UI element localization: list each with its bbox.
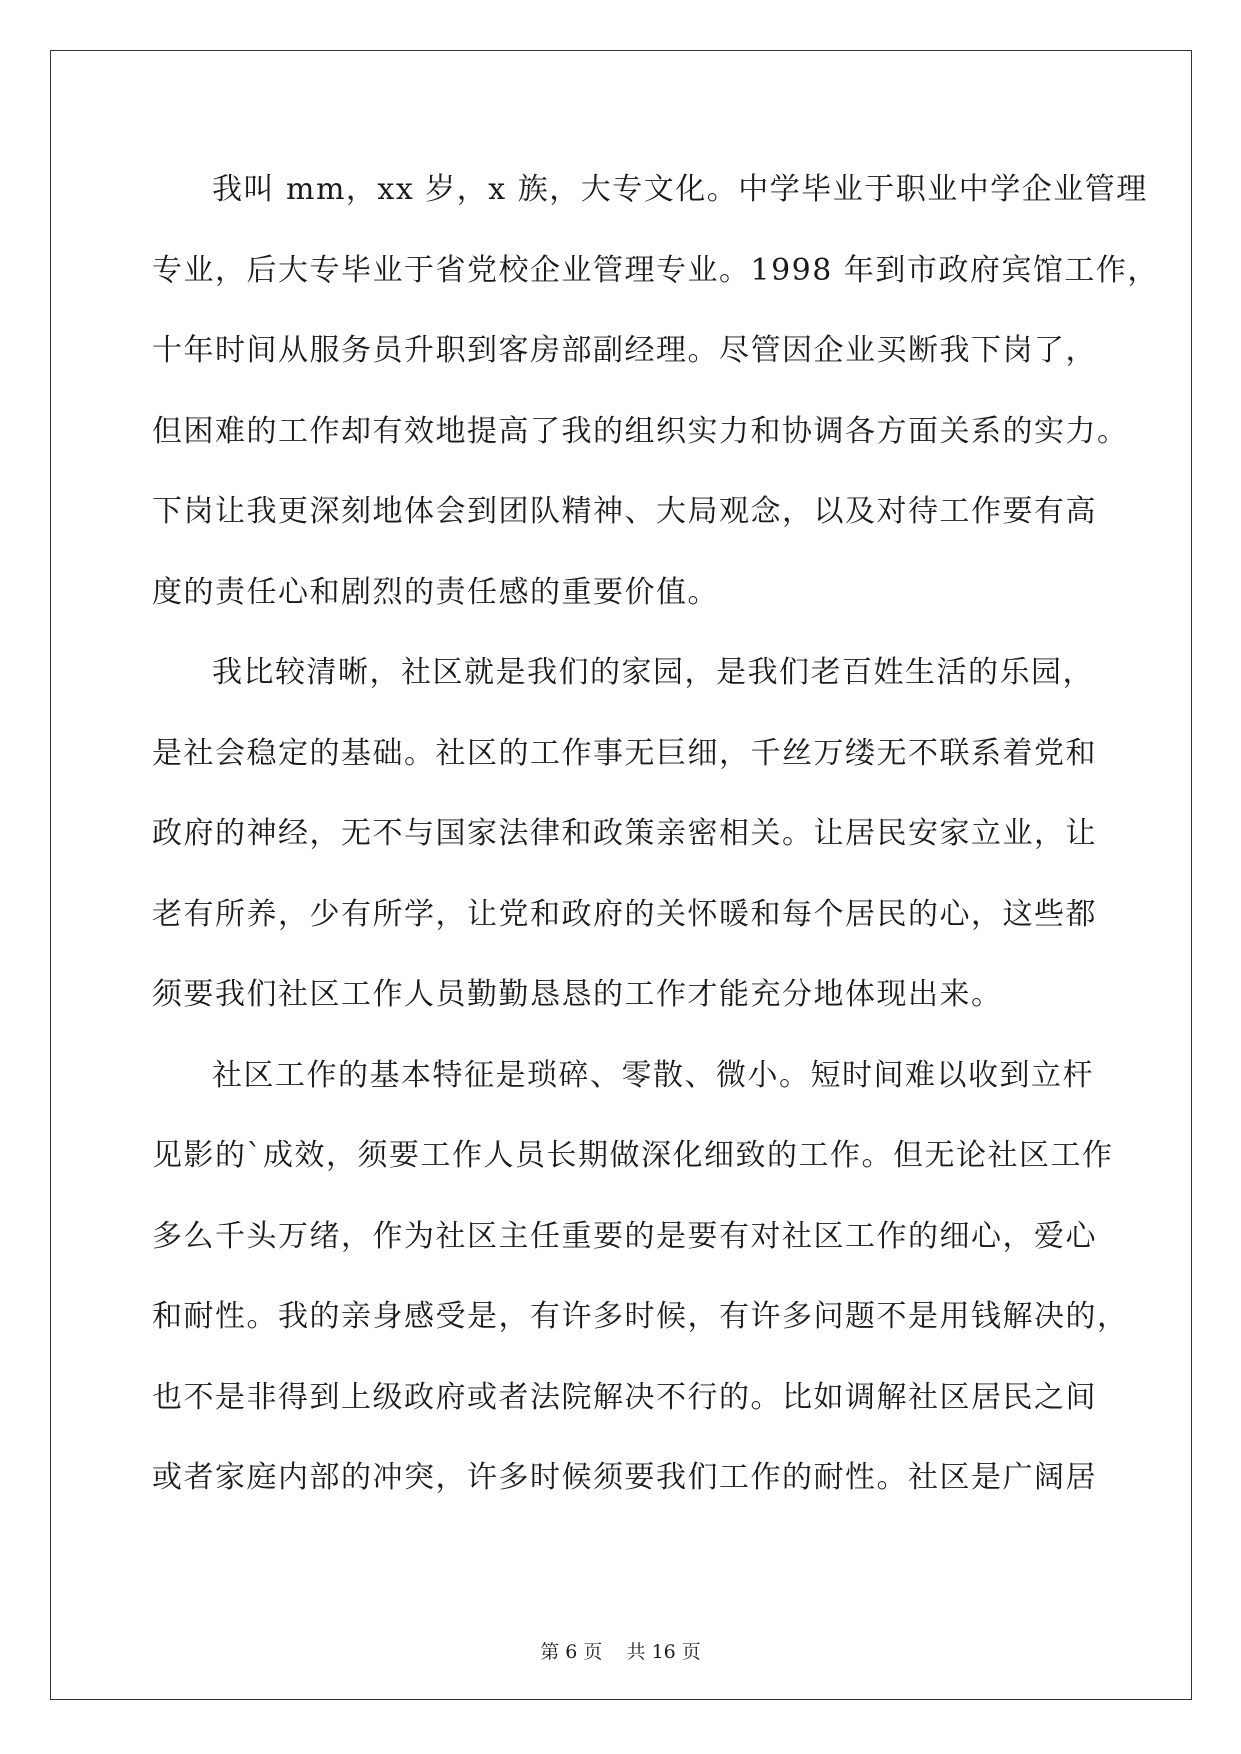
text-line: 也不是非得到上级政府或者法院解决不行的。比如调解社区居民之间 <box>152 1379 1097 1415</box>
text-line: 和耐性。我的亲身感受是，有许多时候，有许多问题不是用钱解决的， <box>152 1299 1129 1334</box>
text-line: 是社会稳定的基础。社区的工作事无巨细，千丝万缕无不联系着党和 <box>152 735 1097 771</box>
text-line: 十年时间从服务员升职到客房部副经理。尽管因企业买断我下岗了， <box>152 333 1097 368</box>
text-line: 老有所养，少有所学，让党和政府的关怀暖和每个居民的心，这些都 <box>152 896 1097 932</box>
text-line: 社区工作的基本特征是琐碎、零散、微小。短时间难以收到立杆 <box>212 1057 1094 1093</box>
text-line: 见影的`成效，须要工作人员长期做深化细致的工作。但无论社区工作 <box>152 1138 1114 1173</box>
text-line: 下岗让我更深刻地体会到团队精神、大局观念，以及对待工作要有高 <box>152 494 1097 529</box>
text-line: 度的责任心和剧烈的责任感的重要价值。 <box>152 574 719 610</box>
text-line: 但困难的工作却有效地提高了我的组织实力和协调各方面关系的实力。 <box>152 413 1129 449</box>
text-line: 或者家庭内部的冲突，许多时候须要我们工作的耐性。社区是广阔居 <box>152 1460 1097 1495</box>
text-line: 须要我们社区工作人员勤勤恳恳的工作才能充分地体现出来。 <box>152 977 1003 1012</box>
text-line: 专业，后大专毕业于省党校企业管理专业。1998 年到市政府宾馆工作， <box>152 252 1159 288</box>
page-footer: 第 6 页 共 16 页 <box>540 1641 701 1663</box>
text-line: 我叫 mm，xx 岁，x 族，大专文化。中学毕业于职业中学企业管理 <box>212 172 1148 207</box>
text-line: 政府的神经，无不与国家法律和政策亲密相关。让居民安家立业，让 <box>152 816 1097 851</box>
text-line: 我比较清晰，社区就是我们的家园，是我们老百姓生活的乐园， <box>212 655 1094 690</box>
document-body <box>152 160 1159 1529</box>
text-line: 多么千头万绪，作为社区主任重要的是要有对社区工作的细心，爱心 <box>152 1218 1097 1254</box>
